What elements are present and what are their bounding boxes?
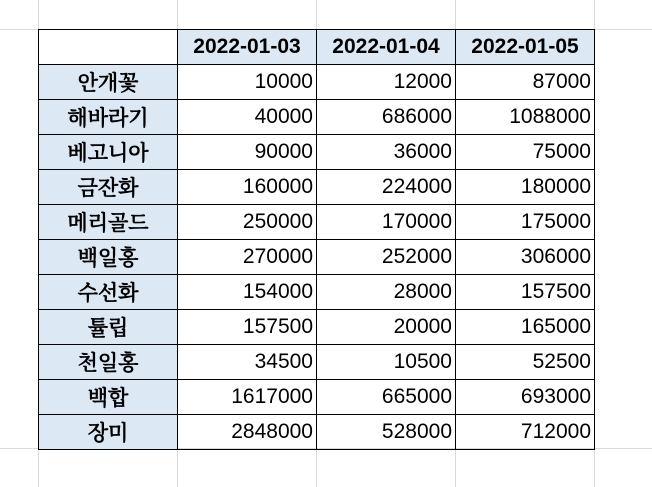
value-cell[interactable]: 165000 — [456, 310, 595, 345]
value-cell[interactable]: 1617000 — [178, 380, 317, 415]
value-cell[interactable]: 2848000 — [178, 415, 317, 450]
value-cell[interactable]: 665000 — [317, 380, 456, 415]
value-cell[interactable]: 693000 — [456, 380, 595, 415]
value-cell[interactable]: 252000 — [317, 240, 456, 275]
value-cell[interactable]: 686000 — [317, 100, 456, 135]
value-cell[interactable]: 154000 — [178, 275, 317, 310]
value-cell[interactable]: 34500 — [178, 345, 317, 380]
table-row — [39, 205, 595, 240]
table-row — [39, 345, 595, 380]
table-row — [39, 415, 595, 450]
value-cell[interactable]: 175000 — [456, 205, 595, 240]
value-cell[interactable]: 224000 — [317, 170, 456, 205]
row-header[interactable]: 메리골드 — [39, 205, 178, 240]
value-cell[interactable]: 170000 — [317, 205, 456, 240]
table-row — [39, 310, 595, 345]
value-cell[interactable]: 75000 — [456, 135, 595, 170]
value-cell[interactable]: 28000 — [317, 275, 456, 310]
column-header[interactable]: 2022-01-03 — [178, 30, 317, 65]
header-row — [39, 30, 595, 65]
data-table — [38, 29, 595, 450]
value-cell[interactable]: 40000 — [178, 100, 317, 135]
value-cell[interactable]: 250000 — [178, 205, 317, 240]
table-row — [39, 135, 595, 170]
table-row — [39, 380, 595, 415]
row-header[interactable]: 금잔화 — [39, 170, 178, 205]
corner-cell[interactable] — [39, 30, 178, 65]
value-cell[interactable]: 36000 — [317, 135, 456, 170]
value-cell[interactable]: 712000 — [456, 415, 595, 450]
value-cell[interactable]: 528000 — [317, 415, 456, 450]
table-row — [39, 240, 595, 275]
table-row — [39, 170, 595, 205]
value-cell[interactable]: 157500 — [178, 310, 317, 345]
row-header[interactable]: 해바라기 — [39, 100, 178, 135]
value-cell[interactable]: 160000 — [178, 170, 317, 205]
value-cell[interactable]: 52500 — [456, 345, 595, 380]
column-header[interactable]: 2022-01-04 — [317, 30, 456, 65]
row-header[interactable]: 백합 — [39, 380, 178, 415]
value-cell[interactable]: 10500 — [317, 345, 456, 380]
row-header[interactable]: 베고니아 — [39, 135, 178, 170]
value-cell[interactable]: 87000 — [456, 65, 595, 100]
column-header[interactable]: 2022-01-05 — [456, 30, 595, 65]
table-row — [39, 65, 595, 100]
value-cell[interactable]: 90000 — [178, 135, 317, 170]
value-cell[interactable]: 306000 — [456, 240, 595, 275]
value-cell[interactable]: 12000 — [317, 65, 456, 100]
row-header[interactable]: 수선화 — [39, 275, 178, 310]
table-row — [39, 100, 595, 135]
row-header[interactable]: 백일홍 — [39, 240, 178, 275]
value-cell[interactable]: 180000 — [456, 170, 595, 205]
table-row — [39, 275, 595, 310]
row-header[interactable]: 튤립 — [39, 310, 178, 345]
value-cell[interactable]: 1088000 — [456, 100, 595, 135]
value-cell[interactable]: 10000 — [178, 65, 317, 100]
row-header[interactable]: 장미 — [39, 415, 178, 450]
value-cell[interactable]: 157500 — [456, 275, 595, 310]
row-header[interactable]: 안개꽃 — [39, 65, 178, 100]
value-cell[interactable]: 20000 — [317, 310, 456, 345]
value-cell[interactable]: 270000 — [178, 240, 317, 275]
row-header[interactable]: 천일홍 — [39, 345, 178, 380]
